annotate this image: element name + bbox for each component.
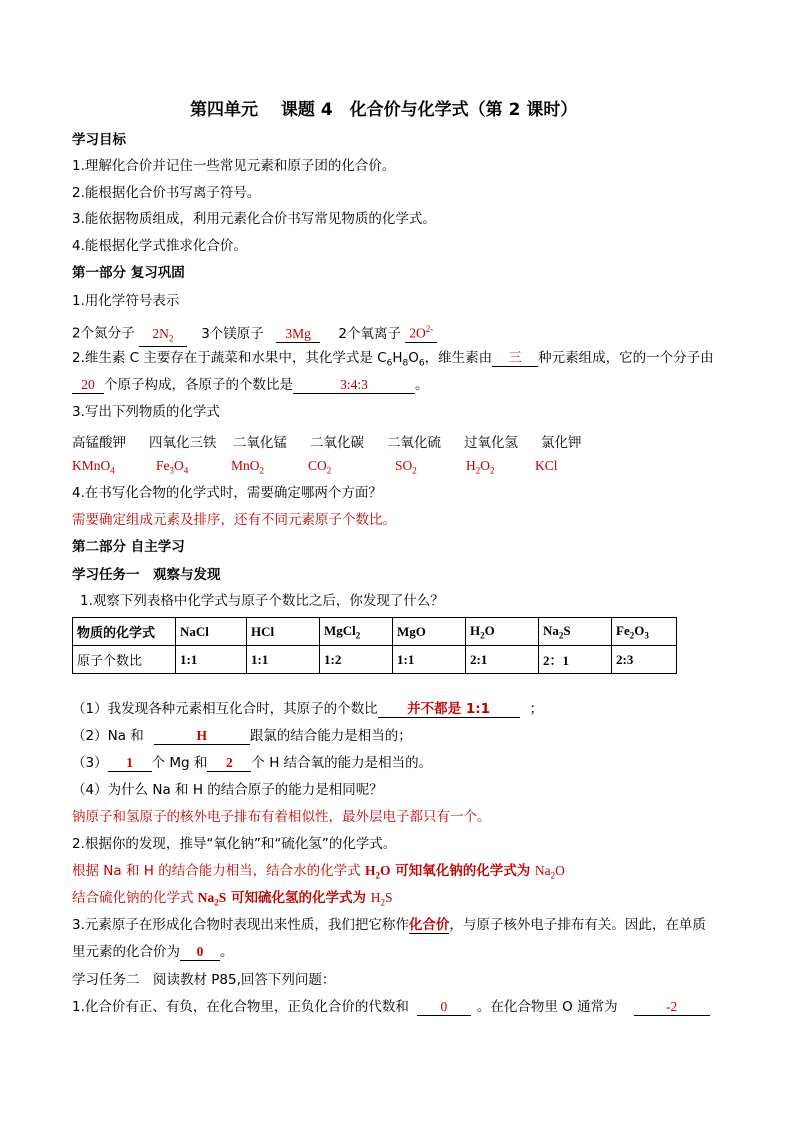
objective-item: 3.能依据物质组成，利用元素化合价书写常见物质的化学式。 <box>72 211 436 227</box>
formula-h2o: $H_2O$ <box>364 863 391 881</box>
sub3-text: （3） <box>72 755 108 771</box>
q2-text: 2.维生素 C 主要存在于蔬菜和水果中，其化学式是 C <box>72 350 387 366</box>
q2-ans-text: 结合硫化钠的化学式 <box>72 890 198 906</box>
formula-na2s: $Na_2S$ <box>197 890 227 908</box>
table-cell: 2:3 <box>612 646 677 674</box>
task1-q2-answer2 <box>72 889 392 912</box>
substance-name: 二氧化碳 <box>310 435 364 451</box>
q2-ans-text: 可知硫化氢的化学式为 <box>226 890 371 906</box>
objectives-heading: 学习目标 <box>72 132 126 148</box>
task1-q3-line1 <box>72 916 706 934</box>
task1-q1: 1.观察下列表格中化学式与原子个数比之后，你发现了什么？ <box>80 593 444 609</box>
q3-text: 。 <box>220 944 234 960</box>
part2-heading: 第二部分 自主学习 <box>72 539 185 555</box>
q1-b-answer: 3Mg <box>276 326 320 343</box>
part1-q1-answers <box>72 321 437 347</box>
q3-answer-valence: 化合价 <box>408 917 450 933</box>
q2-text: 个原子构成，各原子的个数比是 <box>104 377 293 393</box>
q2-sub: 8 <box>402 358 409 369</box>
formula-h2s: $H_2S$ <box>370 890 393 908</box>
formula-kmno4: KMnO$_4$ <box>72 458 115 476</box>
part1-q4: 4.在书写化合物的化学式时，需要确定哪两个方面？ <box>72 485 382 501</box>
q2-text: O <box>408 350 419 366</box>
task1-q2: 2.根据你的发现，推导“氧化钠”和“硫化氢”的化学式。 <box>72 836 397 852</box>
task1-q3-line2 <box>72 943 234 961</box>
part1-q2-line1 <box>72 349 714 373</box>
q2-text: ，维生素由 <box>424 350 493 366</box>
table-header-cell: 物质的化学式 <box>73 618 176 646</box>
substance-formulas <box>72 458 722 476</box>
ratio-table <box>72 617 677 674</box>
q3-text: 里元素的化合价为 <box>72 944 180 960</box>
table-row <box>73 646 677 674</box>
table-cell: 1:1 <box>393 646 466 674</box>
q1-a-prefix: 2个氮分子 <box>72 325 135 342</box>
q2-sub: 6 <box>386 358 393 369</box>
q3-text: ，与原子核外电子排布有关。因此，在单质 <box>449 917 706 933</box>
q2-text: 。 <box>415 377 429 393</box>
part1-q3: 3.写出下列物质的化学式 <box>72 404 220 420</box>
q2-ans-text: 根据 Na 和 H 的结合能力相当，结合水的化学式 <box>72 863 365 879</box>
sub3-text: 个 H 结合氧的能力是相当的。 <box>251 755 433 771</box>
task1-sub4-answer: 钠原子和氢原子的核外电子排布有着相似性，最外层电子都只有一个。 <box>72 809 491 825</box>
q3-text: 3.元素原子在形成化合物时表现出来性质，我们把它称作 <box>72 917 409 933</box>
task1-sub1 <box>72 700 543 718</box>
t2-q1-text: 1.化合价有正、有负，在化合物里，正负化合价的代数和 <box>72 999 409 1015</box>
objective-item: 2.能根据化合价书写离子符号。 <box>72 185 261 201</box>
sub3-answer2: 2 <box>207 755 251 772</box>
table-cell: 2：1 <box>539 646 612 674</box>
substance-names <box>72 431 722 449</box>
formula-na2o: $Na_2O$ <box>534 863 565 881</box>
t2-q1-answer2: -2 <box>634 999 710 1016</box>
task1-heading: 学习任务一 观察与发现 <box>72 567 221 583</box>
q2-answer-atoms: 20 <box>72 377 104 394</box>
part1-q2-line2 <box>72 376 429 394</box>
table-header-cell: MgCl$_2$ <box>320 618 393 646</box>
t2-q1-text: 。在化合物里 O 通常为 <box>476 999 618 1015</box>
part1-heading: 第一部分 复习巩固 <box>72 265 185 281</box>
table-cell: 原子个数比 <box>73 646 176 674</box>
q1-c-prefix: 2个氧离子 <box>338 325 401 342</box>
q2-ans-text: 可知氧化钠的化学式为 <box>390 863 535 879</box>
q2-text: H <box>392 350 403 366</box>
objective-item: 1.理解化合价并记住一些常见元素和原子团的化合价。 <box>72 158 396 174</box>
task2-q1 <box>72 998 710 1016</box>
task2-heading: 学习任务二 阅读教材 P85,回答下列问题： <box>72 972 336 988</box>
table-header-cell: NaCl <box>176 618 247 646</box>
sub1-text: ； <box>529 701 544 717</box>
formula-so2: $SO_2$ <box>395 458 417 476</box>
q1-c-answer: $2O^{2-}$ <box>405 321 437 343</box>
part1-q4-answer: 需要确定组成元素及排序，还有不同元素原子个数比。 <box>72 512 396 528</box>
sub3-text: 个 Mg 和 <box>151 755 208 771</box>
task1-sub2 <box>72 727 412 745</box>
table-row <box>73 618 677 646</box>
table-header-cell: $H_2O$ <box>466 618 539 646</box>
q2-answer-ratio: 3:4:3 <box>293 377 415 394</box>
q2-answer-elements: 三 <box>492 350 538 367</box>
task1-q2-answer1 <box>72 862 565 885</box>
sub1-text: （1）我发现各种元素相互化合时，其原子的个数比 <box>72 701 378 717</box>
sub1-answer: 并不都是 1:1 <box>378 701 520 718</box>
table-cell: 1:1 <box>176 646 247 674</box>
formula-co2: $CO_2$ <box>308 458 332 476</box>
sub2-answer: H <box>154 728 250 745</box>
substance-name: 氯化钾 <box>541 435 582 451</box>
substance-name: 二氧化硫 <box>387 435 441 451</box>
formula-mno2: MnO$_2$ <box>231 458 265 476</box>
task1-sub4: （4）为什么 Na 和 H 的结合原子的能力是相同呢？ <box>72 782 383 798</box>
formula-h2o2: $H_2O_2$ <box>466 458 495 476</box>
formula-fe3o4: $Fe_3O_4$ <box>156 458 189 476</box>
table-header-cell: MgO <box>393 618 466 646</box>
sub3-answer1: 1 <box>108 755 152 772</box>
substance-name: 过氧化氢 <box>464 435 518 451</box>
t2-q1-answer1: 0 <box>417 999 471 1016</box>
table-cell: 1:2 <box>320 646 393 674</box>
substance-name: 二氧化锰 <box>233 435 287 451</box>
table-cell: 1:1 <box>247 646 320 674</box>
substance-name: 四氧化三铁 <box>149 435 217 451</box>
sub2-text: 跟氯的结合能力是相当的； <box>249 728 412 744</box>
q3-answer-zero: 0 <box>180 944 220 961</box>
q1-b-prefix: 3个镁原子 <box>201 325 264 342</box>
q1-a-answer: $2N_2$ <box>139 326 187 348</box>
table-header-cell: HCl <box>247 618 320 646</box>
table-header-cell: $Fe_2O_3$ <box>612 618 677 646</box>
part1-q1: 1.用化学符号表示 <box>72 293 180 309</box>
page-title: 第四单元 课题 4 化合价与化学式（第 2 课时） <box>190 100 578 120</box>
table-cell: 2:1 <box>466 646 539 674</box>
sub2-text: （2）Na 和 <box>72 728 144 744</box>
task1-sub3 <box>72 754 432 772</box>
substance-name: 高锰酸钾 <box>72 435 126 451</box>
table-header-cell: $Na_2S$ <box>539 618 612 646</box>
q2-sub: 6 <box>418 358 425 369</box>
q2-text: 种元素组成，它的一个分子由 <box>538 350 714 366</box>
formula-kcl: KCl <box>535 458 558 473</box>
objective-item: 4.能根据化学式推求化合价。 <box>72 238 247 254</box>
